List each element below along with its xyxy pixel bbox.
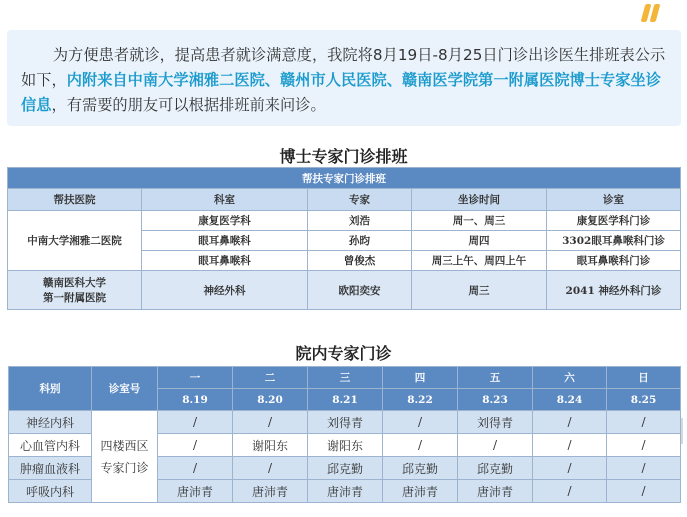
in-house-schedule-table [8,366,681,503]
table-cell: 曾俊杰 [308,251,412,271]
schedule-cell: 唐沛青 [233,480,308,503]
table-cell: 康复医学科门诊 [547,211,681,231]
room-line: 四楼西区 [100,438,149,453]
header-time: 坐诊时间 [412,189,547,211]
hospital-line: 赣南医科大学 [43,277,106,289]
schedule-cell: 邱克勤 [308,457,383,480]
weekday-header: 日 [607,367,681,389]
header-hospital: 帮扶医院 [8,189,142,211]
table-cell: 周三上午、周四上午 [412,251,547,271]
schedule-cell: / [158,457,233,480]
doctor-expert-title: 博士专家门诊排班 [279,147,408,166]
table-cell: 刘浩 [308,211,412,231]
schedule-cell: / [233,411,308,434]
table-cell: 周三 [412,271,547,310]
date-header: 8.21 [308,389,383,411]
hospital-line: 第一附属医院 [43,292,106,304]
schedule-cell: 邱克勤 [458,457,533,480]
dept-cell: 心血管内科 [9,434,92,457]
intro-text-end: ，有需要的朋友可以根据排班前来问诊。 [51,96,326,114]
schedule-cell: 刘得青 [458,411,533,434]
schedule-cell: 唐沛青 [308,480,383,503]
schedule-cell: / [533,434,607,457]
table-cell: 孙昀 [308,231,412,251]
date-header: 8.19 [158,389,233,411]
weekday-header: 六 [533,367,607,389]
scroll-indicator [681,418,683,444]
weekday-header: 三 [308,367,383,389]
table-cell: 眼耳鼻喉科 [142,251,308,271]
room-cell [92,411,158,503]
expert-schedule-table [7,167,681,310]
schedule-cell: 唐沛青 [458,480,533,503]
intro-highlight: 内附来自中南大学湘雅二医院、赣州市人民医院、赣南医学院第一附属医院博士专家坐诊信息 [21,71,661,114]
header-room: 诊室 [547,189,681,211]
date-header: 8.22 [383,389,458,411]
schedule-cell: 刘得青 [308,411,383,434]
schedule-cell: / [533,457,607,480]
hospital-cell [8,271,142,310]
date-header: 8.24 [533,389,607,411]
header-dept: 科别 [9,367,92,411]
schedule-cell: / [607,411,681,434]
weekday-header: 一 [158,367,233,389]
table-caption: 帮扶专家门诊排班 [8,168,681,189]
schedule-cell: / [158,434,233,457]
schedule-cell: / [607,480,681,503]
hospital-cell: 中南大学湘雅二医院 [8,211,142,271]
date-header: 8.20 [233,389,308,411]
header-room-no: 诊室号 [92,367,158,411]
schedule-cell: / [607,434,681,457]
table-cell: 神经外科 [142,271,308,310]
schedule-cell: / [458,434,533,457]
weekday-header: 二 [233,367,308,389]
table-cell: 2041 神经外科门诊 [547,271,681,310]
in-house-expert-title: 院内专家门诊 [295,344,392,363]
header-expert: 专家 [308,189,412,211]
schedule-cell: 唐沛青 [158,480,233,503]
date-header: 8.25 [607,389,681,411]
header-department: 科室 [142,189,308,211]
schedule-cell: / [383,434,458,457]
schedule-cell: 谢阳东 [233,434,308,457]
table-cell: 周四 [412,231,547,251]
intro-paragraph [21,43,673,118]
date-header: 8.23 [458,389,533,411]
table-cell: 欧阳奕安 [308,271,412,310]
schedule-cell: 唐沛青 [383,480,458,503]
quote-mark-icon [641,4,661,26]
schedule-cell: / [158,411,233,434]
schedule-cell: / [607,457,681,480]
table-cell: 眼耳鼻喉科门诊 [547,251,681,271]
intro-box [7,30,681,126]
table-cell: 周一、周三 [412,211,547,231]
weekday-header: 五 [458,367,533,389]
table-cell: 康复医学科 [142,211,308,231]
room-line: 专家门诊 [100,460,149,475]
schedule-cell: / [533,480,607,503]
dept-cell: 神经内科 [9,411,92,434]
schedule-cell: 邱克勤 [383,457,458,480]
schedule-cell: / [233,457,308,480]
table-cell: 眼耳鼻喉科 [142,231,308,251]
intro-text: 为方便患者就诊，提高患者就诊满意度，我院将8月19日-8月25日门诊出诊医生排班表公示如下， [21,46,666,89]
table-cell: 3302眼耳鼻喉科门诊 [547,231,681,251]
schedule-cell: / [383,411,458,434]
schedule-cell: / [533,411,607,434]
schedule-cell: 谢阳东 [308,434,383,457]
dept-cell: 肿瘤血液科 [9,457,92,480]
weekday-header: 四 [383,367,458,389]
dept-cell: 呼吸内科 [9,480,92,503]
